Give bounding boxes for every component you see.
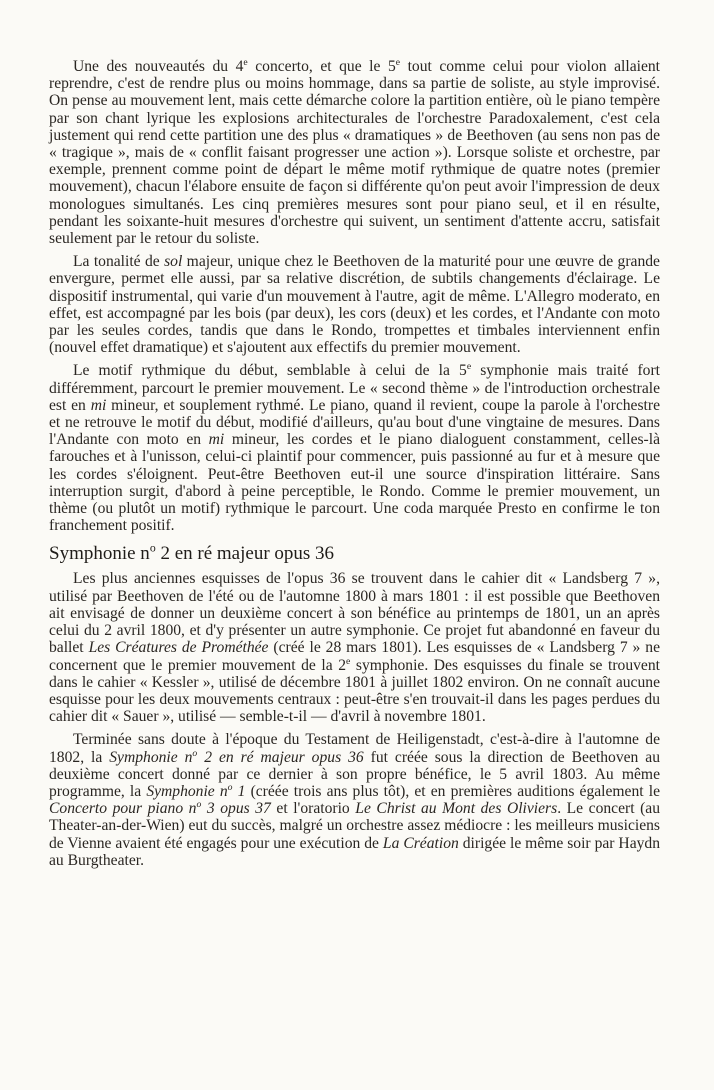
italic-text: Concerto pour piano n [49, 800, 197, 818]
paragraph [49, 253, 660, 356]
superscript: o [149, 542, 156, 556]
superscript: o [196, 798, 202, 810]
italic-text: 2 en ré majeur opus 36 [197, 748, 364, 766]
text-run: dirigée le même soir par Haydn au Burgtheater. [49, 834, 661, 869]
text-run: La tonalité de [73, 253, 165, 271]
italic-text: Le Christ au Mont des Oliviers [355, 800, 558, 818]
superscript: o [227, 781, 233, 793]
italic-text: mi [90, 396, 107, 414]
text-run: 2 en ré majeur opus 36 [155, 543, 335, 565]
text-run: Terminée sans doute à l'époque du Testament de Heiligenstadt, c'est-à-dire à l'automne de 1802, la [49, 731, 660, 766]
concerto-section [49, 58, 660, 534]
paragraph [49, 570, 660, 725]
paragraph [49, 362, 660, 534]
text-run: Les plus anciennes esquisses de l'opus 36 se trouvent dans le cahier dit « Landsberg 7 », utilisé par Beethoven de l'été ou de l'automne 1800 à mars 1801 : il est possible que Beethoven ait envisagé de donner un deuxième concert à son bénéfice au printemps de 1801, un an après celui du 2 avril 1800, et d'y présenter un autre symphonie. Ce projet fut abandonné en faveur du ballet [49, 570, 660, 657]
text-run: (créé le 28 mars 1801). Les esquisses de « Landsberg 7 » ne concernent que le premier mouvement de la 2 [49, 639, 660, 674]
text-run: symphonie mais traité fort différemment, parcourt le premier mouvement. Le « second thème » de l'introduction orchestrale est en [49, 362, 660, 414]
text-run: mineur, et souplement rythmé. Le piano, quand il revient, coupe la parole à l'orchestre et ne retrouve le motif du début, modifié d'ailleurs, qu'au bout d'une vingtaine de mesures. Dans l'Andante con moto en [49, 396, 660, 449]
italic-text: Symphonie n [146, 782, 228, 800]
italic-text: mi [208, 431, 225, 449]
italic-text: sol [164, 253, 183, 271]
italic-text: Symphonie n [109, 748, 193, 766]
paragraph [49, 58, 660, 247]
text-run: . Le concert (au Theater-an-der-Wien) eut du succès, malgré un orchestre assez médiocre : les meilleurs musiciens de Vienne avaient été engagés pour une exécution de [49, 800, 660, 852]
superscript: e [466, 361, 472, 373]
text-run: (créée trois ans plus tôt), et en premières auditions également le [245, 782, 660, 800]
superscript: e [346, 655, 351, 667]
symphony-section [49, 570, 660, 868]
text-run: Symphonie n [49, 543, 150, 565]
superscript: o [192, 747, 198, 759]
section-heading [49, 543, 660, 565]
paragraph [49, 731, 660, 869]
text-run: mineur, les cordes et le piano dialoguent constamment, celles-là farouches et à l'unisson, celui-ci plaintif pour commencer, puis passionné au fur et à mesure que les cordes s'éloignent. Peut-être Beethoven eut-il une source d'inspiration littéraire. Sans interruption surgit, d'abord à peine perceptible, le Rondo. Comme le premier mouvement, un thème (ou plutôt un motif) rythmique le parcourt. Une coda marquée Presto en confirme le ton franchement positif. [49, 431, 661, 535]
italic-text: La Création [382, 834, 459, 852]
italic-text: Les Créatures de Prométhée [88, 639, 269, 657]
text-run: symphonie. Des esquisses du finale se trouvent dans le cahier « Kessler », utilisé de décembre 1801 à juillet 1802 environ. On ne connaît aucune esquisse pour les deux mouvements centraux : peut-être s'en trouvait-il dans les pages perdues du cahier dit « Sauer », utilisé — semble-t-il — d'avril à novembre 1801. [49, 656, 660, 726]
superscript: e [243, 56, 248, 68]
italic-text: 3 opus 37 [201, 800, 271, 818]
text-run: Une des nouveautés du 4 [73, 58, 244, 75]
text-run: et l'oratorio [270, 800, 356, 818]
italic-text: 1 [232, 782, 246, 800]
text-run: tout comme celui pour violon allaient reprendre, c'est de rendre plus ou moins hommage, dans sa partie de soliste, au style improvisé. On pense au mouvement lent, mais cette démarche colore la partition entière, où le piano tempère par son chant lyrique les explosions architecturales de l'orchestre Paradoxalement, c'est cela justement qui rend cette partition une des plus « dramatiques » de Beethoven (au sens non pas de « tragique », mais de « conflit faisant progresser une action »). Lorsque soliste et orchestre, par exemple, prennent comme point de départ le même motif rythmique de quatre notes (premier mouvement), chacun l'élabore ensuite de façon si différente qu'on peut avoir l'impression de deux monologues simultanés. Les cinq premières mesures sont pour piano seul, et il en résulte, pendant les soixante-huit mesures d'orchestre qui suivent, un sentiment d'attente accru, satisfait seulement par le retour du soliste. [49, 58, 660, 248]
text-run: Le motif rythmique du début, semblable à celui de la 5 [73, 362, 467, 380]
text-run: fut créée sous la direction de Beethoven au deuxième concert donné par ce dernier à son propre bénéfice, le 5 avril 1803. Au même programme, la [49, 748, 661, 800]
text-run: concerto, et que le 5 [247, 58, 396, 75]
text-run: majeur, unique chez le Beethoven de la maturité pour une œuvre de grande envergure, permet elle aussi, par sa relative discrétion, de subtils changements d'éclairage. Le dispositif instrumental, qui varie d'un mouvement à l'autre, agit de même. L'Allegro moderato, en effet, est accompagné par les bois (par deux), les cors (deux) et les cordes, et l'Andante con moto par les seules cordes, tandis que dans le Rondo, trompettes et timbales interviennent enfin (nouvel effet dramatique) et s'ajoutent aux effectifs du premier mouvement. [49, 253, 660, 357]
superscript: e [395, 56, 401, 68]
